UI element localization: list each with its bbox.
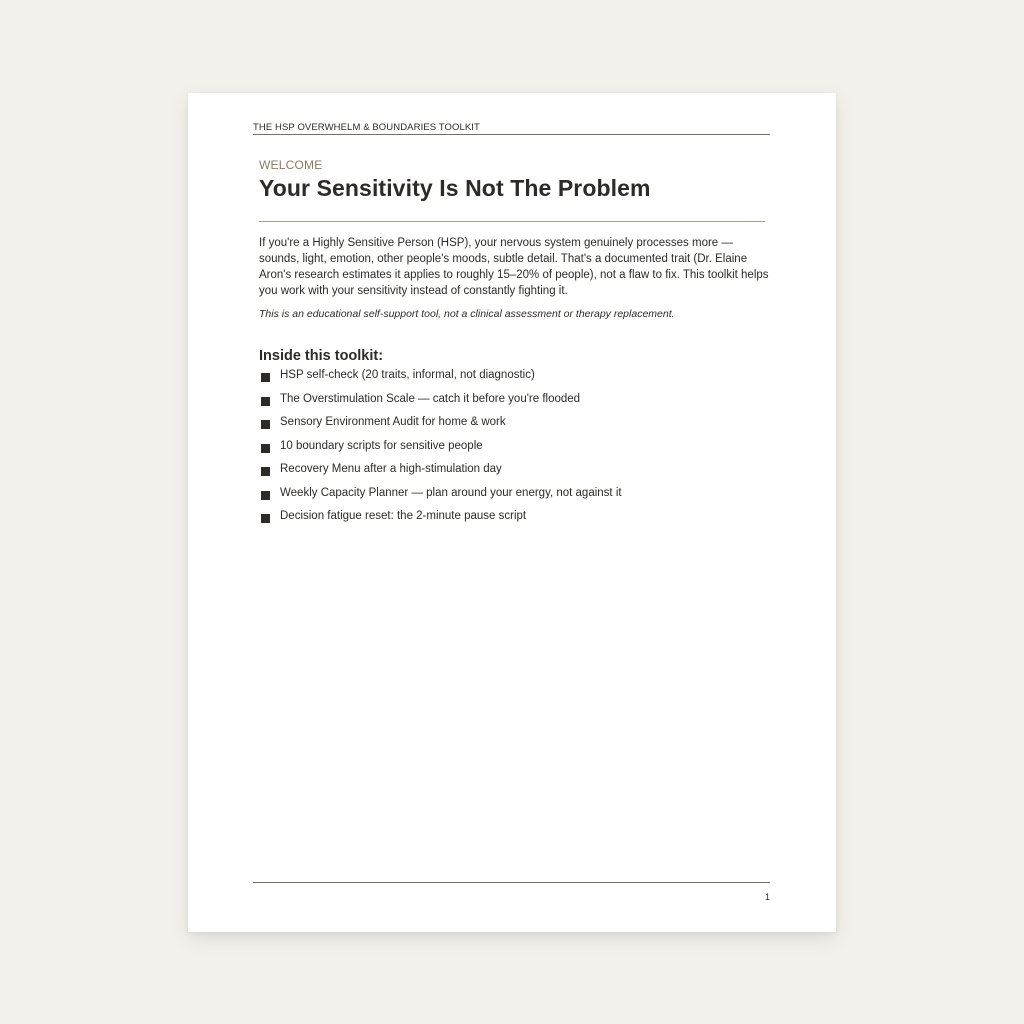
list-item	[259, 463, 622, 487]
list-item-text: Recovery Menu after a high-stimulation day	[280, 463, 502, 475]
list-item-text: Sensory Environment Audit for home & work	[280, 416, 506, 428]
list-item	[259, 369, 622, 393]
square-bullet-icon	[261, 397, 270, 406]
square-bullet-icon	[261, 373, 270, 382]
square-bullet-icon	[261, 420, 270, 429]
square-bullet-icon	[261, 467, 270, 476]
square-bullet-icon	[261, 444, 270, 453]
list-item-text: Decision fatigue reset: the 2-minute pause script	[280, 510, 527, 522]
list-item-text: 10 boundary scripts for sensitive people	[280, 439, 483, 452]
list-item	[259, 510, 622, 534]
header-divider	[253, 134, 770, 135]
square-bullet-icon	[261, 491, 270, 500]
list-item	[259, 393, 622, 417]
list-item-text: The Overstimulation Scale — catch it before you're flooded	[280, 392, 581, 405]
footer-divider	[253, 882, 770, 883]
disclaimer-note: This is an educational self-support tool, not a clinical assessment or therapy replacement.	[259, 308, 675, 320]
list-item	[259, 440, 622, 464]
document-page	[188, 93, 836, 932]
toolkit-list	[259, 369, 622, 534]
list-item	[259, 487, 622, 511]
page-title: Your Sensitivity Is Not The Problem	[259, 175, 651, 201]
section-eyebrow: WELCOME	[259, 158, 323, 172]
running-header: THE HSP OVERWHELM & BOUNDARIES TOOLKIT	[253, 122, 480, 133]
page-number: 1	[764, 892, 770, 902]
list-item-text: HSP self-check (20 traits, informal, not diagnostic)	[280, 369, 535, 381]
section-heading: Inside this toolkit:	[259, 348, 384, 364]
square-bullet-icon	[261, 514, 270, 523]
list-item-text: Weekly Capacity Planner — plan around your energy, not against it	[280, 486, 622, 499]
intro-paragraph: If you're a Highly Sensitive Person (HSP), your nervous system genuinely processes more — sounds, light, emotion, other people's moods, subtle detail. That's a documented trait (Dr. Elaine Aron's research estimates it applies to roughly 15–20% of people), not a flaw to fix. This toolkit helps you work with your sensitivity instead of constantly fighting it.	[259, 237, 769, 297]
list-item	[259, 416, 622, 440]
title-divider	[259, 221, 765, 222]
